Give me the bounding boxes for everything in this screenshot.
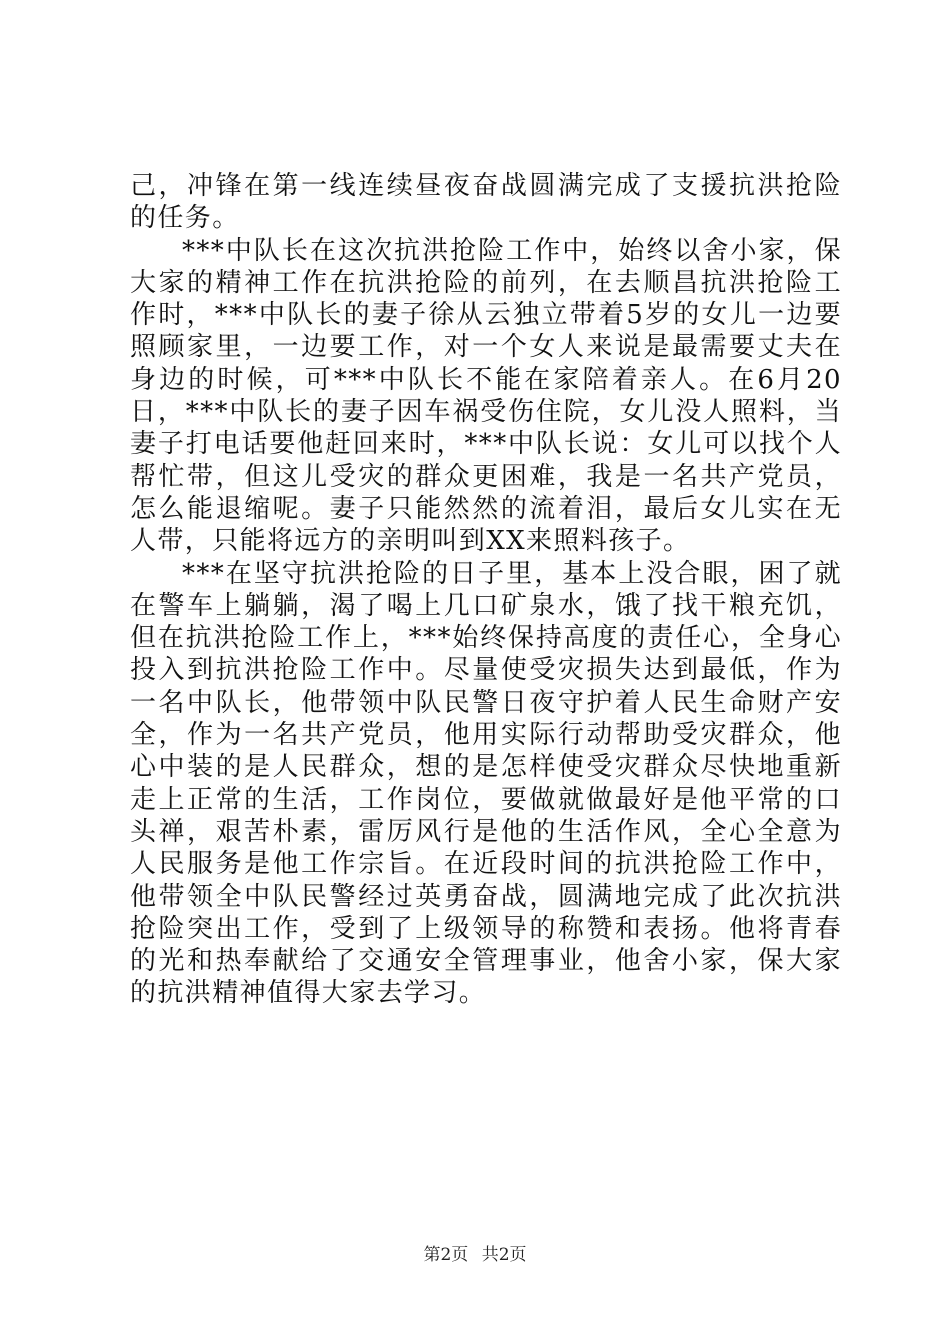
paragraph-flood-duty: ***在坚守抗洪抢险的日子里，基本上没合眼，困了就在警车上躺躺，渴了喝上几口矿泉水，饿了找干粮充饥，但在抗洪抢险工作上，***始终保持高度的责任心，全身心投入到抗洪抢险工作中。尽量使受灾损失达到最低，作为一名中队长，他带领中队民警日夜守护着人民生命财产安全，作为一名共产党员，他用实际行动帮助受灾群众，他心中装的是人民群众，想的是怎样使受灾群众尽快地重新走上正常的生活，工作岗位，要做就做最好是他平常的口头禅，艰苦朴素，雷厉风行是他的生活作风，全心全意为人民服务是他工作宗旨。在近段时间的抗洪抢险工作中，他带领全中队民警经过英勇奋战，圆满地完成了此次抗洪抢险突出工作，受到了上级领导的称赞和表扬。他将青春的光和热奉献给了交通安全管理事业，他舍小家，保大家的抗洪精神值得大家去学习。 — [130, 558, 842, 1009]
page-total: 共2页 — [481, 1245, 527, 1265]
paragraph-squad-leader-family: ***中队长在这次抗洪抢险工作中，始终以舍小家，保大家的精神工作在抗洪抢险的前列，在去顺昌抗洪抢险工作时，***中队长的妻子徐从云独立带着5岁的女儿一边要照顾家里，一边要工作，对一个女人来说是最需要丈夫在身边的时候，可***中队长不能在家陪着亲人。在6月20日，***中队长的妻子因车祸受伤住院，女儿没人照料，当妻子打电话要他赶回来时，***中队长说：女儿可以找个人帮忙带，但这儿受灾的群众更困难，我是一名共产党员，怎么能退缩呢。妻子只能然然的流着泪，最后女儿实在无人带，只能将远方的亲明叫到XX来照料孩子。 — [130, 235, 842, 557]
document-body — [130, 170, 842, 1010]
page-number: 第2页 — [423, 1245, 469, 1265]
page-footer — [0, 1244, 950, 1266]
paragraph-continuation: 己，冲锋在第一线连续昼夜奋战圆满完成了支援抗洪抢险的任务。 — [130, 171, 842, 234]
